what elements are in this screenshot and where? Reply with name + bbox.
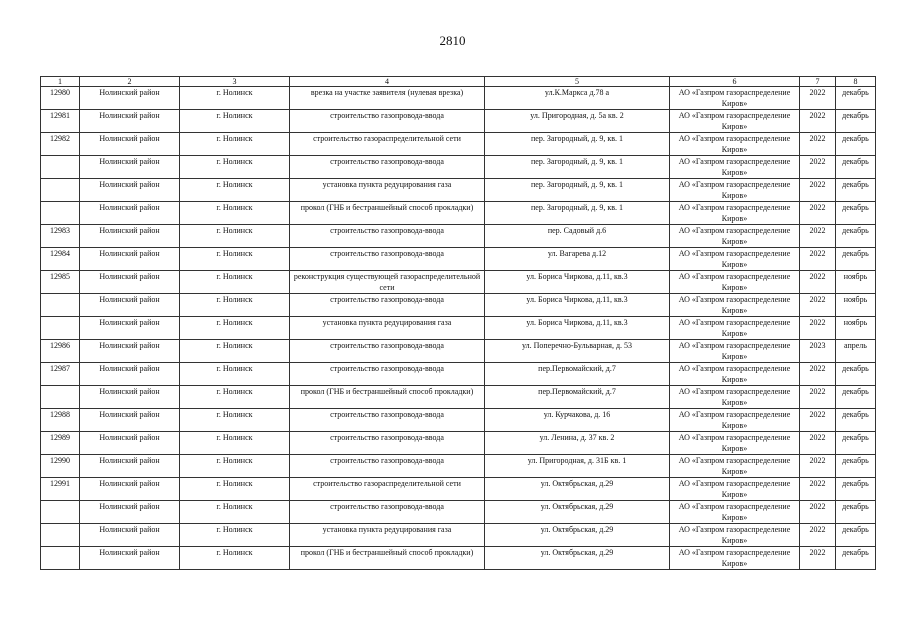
month-cell: ноябрь <box>836 317 876 340</box>
district-cell: Нолинский район <box>80 386 180 409</box>
organization-cell: АО «Газпром газораспределение Киров» <box>670 156 800 179</box>
organization-cell: АО «Газпром газораспределение Киров» <box>670 225 800 248</box>
organization-cell: АО «Газпром газораспределение Киров» <box>670 478 800 501</box>
record-number: 12981 <box>41 110 80 133</box>
town-cell: г. Нолинск <box>180 110 290 133</box>
table-row <box>41 363 876 386</box>
record-number <box>41 386 80 409</box>
work-type-cell: строительство газораспределительной сети <box>290 133 485 156</box>
organization-cell: АО «Газпром газораспределение Киров» <box>670 110 800 133</box>
year-cell: 2022 <box>800 271 836 294</box>
month-cell: апрель <box>836 340 876 363</box>
organization-cell: АО «Газпром газораспределение Киров» <box>670 271 800 294</box>
organization-cell: АО «Газпром газораспределение Киров» <box>670 547 800 570</box>
column-header-3: 3 <box>180 77 290 87</box>
record-number: 12990 <box>41 455 80 478</box>
table-row <box>41 248 876 271</box>
address-cell: ул. Вагарева д.12 <box>485 248 670 271</box>
year-cell: 2022 <box>800 501 836 524</box>
town-cell: г. Нолинск <box>180 547 290 570</box>
address-cell: пер.Первомайский, д.7 <box>485 386 670 409</box>
address-cell: ул. Пригородная, д. 5а кв. 2 <box>485 110 670 133</box>
district-cell: Нолинский район <box>80 432 180 455</box>
district-cell: Нолинский район <box>80 478 180 501</box>
record-number <box>41 547 80 570</box>
organization-cell: АО «Газпром газораспределение Киров» <box>670 179 800 202</box>
table-row <box>41 455 876 478</box>
record-number: 12982 <box>41 133 80 156</box>
work-type-cell: строительство газопровода-ввода <box>290 340 485 363</box>
work-type-cell: прокол (ГНБ и бестраншейный способ прокладки) <box>290 386 485 409</box>
table-row <box>41 179 876 202</box>
district-cell: Нолинский район <box>80 455 180 478</box>
table-body <box>41 87 876 570</box>
year-cell: 2022 <box>800 294 836 317</box>
address-cell: пер. Садовый д.6 <box>485 225 670 248</box>
record-number: 12986 <box>41 340 80 363</box>
month-cell: декабрь <box>836 202 876 225</box>
month-cell: ноябрь <box>836 294 876 317</box>
table-row <box>41 524 876 547</box>
town-cell: г. Нолинск <box>180 156 290 179</box>
work-type-cell: строительство газопровода-ввода <box>290 225 485 248</box>
table-row <box>41 409 876 432</box>
year-cell: 2022 <box>800 225 836 248</box>
work-type-cell: врезка на участке заявителя (нулевая врезка) <box>290 87 485 110</box>
work-type-cell: установка пункта редуцирования газа <box>290 179 485 202</box>
year-cell: 2023 <box>800 340 836 363</box>
month-cell: декабрь <box>836 501 876 524</box>
month-cell: декабрь <box>836 225 876 248</box>
district-cell: Нолинский район <box>80 271 180 294</box>
town-cell: г. Нолинск <box>180 524 290 547</box>
work-type-cell: строительство газопровода-ввода <box>290 432 485 455</box>
record-number <box>41 179 80 202</box>
work-type-cell: установка пункта редуцирования газа <box>290 524 485 547</box>
district-cell: Нолинский район <box>80 409 180 432</box>
year-cell: 2022 <box>800 156 836 179</box>
address-cell: ул. Бориса Чиркова, д.11, кв.3 <box>485 271 670 294</box>
table-row <box>41 156 876 179</box>
address-cell: ул.К.Маркса д.78 а <box>485 87 670 110</box>
work-type-cell: строительство газопровода-ввода <box>290 294 485 317</box>
town-cell: г. Нолинск <box>180 317 290 340</box>
record-number: 12983 <box>41 225 80 248</box>
district-cell: Нолинский район <box>80 202 180 225</box>
town-cell: г. Нолинск <box>180 87 290 110</box>
table-row <box>41 110 876 133</box>
year-cell: 2022 <box>800 363 836 386</box>
month-cell: ноябрь <box>836 271 876 294</box>
town-cell: г. Нолинск <box>180 455 290 478</box>
year-cell: 2022 <box>800 179 836 202</box>
address-cell: ул. Октябрьская, д.29 <box>485 547 670 570</box>
month-cell: декабрь <box>836 248 876 271</box>
address-cell: ул. Бориса Чиркова, д.11, кв.3 <box>485 294 670 317</box>
town-cell: г. Нолинск <box>180 202 290 225</box>
month-cell: декабрь <box>836 156 876 179</box>
town-cell: г. Нолинск <box>180 409 290 432</box>
town-cell: г. Нолинск <box>180 179 290 202</box>
table-row <box>41 547 876 570</box>
address-cell: ул. Курчакова, д. 16 <box>485 409 670 432</box>
town-cell: г. Нолинск <box>180 225 290 248</box>
organization-cell: АО «Газпром газораспределение Киров» <box>670 340 800 363</box>
record-number: 12987 <box>41 363 80 386</box>
address-cell: пер.Первомайский, д.7 <box>485 363 670 386</box>
district-cell: Нолинский район <box>80 87 180 110</box>
town-cell: г. Нолинск <box>180 478 290 501</box>
organization-cell: АО «Газпром газораспределение Киров» <box>670 202 800 225</box>
month-cell: декабрь <box>836 133 876 156</box>
page-number: 2810 <box>439 33 466 48</box>
record-number: 12991 <box>41 478 80 501</box>
record-number: 12980 <box>41 87 80 110</box>
district-cell: Нолинский район <box>80 547 180 570</box>
organization-cell: АО «Газпром газораспределение Киров» <box>670 294 800 317</box>
district-cell: Нолинский район <box>80 294 180 317</box>
work-type-cell: строительство газопровода-ввода <box>290 455 485 478</box>
month-cell: декабрь <box>836 478 876 501</box>
district-cell: Нолинский район <box>80 179 180 202</box>
work-type-cell: реконструкция существующей газораспределительной сети <box>290 271 485 294</box>
column-header-5: 5 <box>485 77 670 87</box>
column-header-1: 1 <box>41 77 80 87</box>
address-cell: ул. Поперечно-Бульварная, д. 53 <box>485 340 670 363</box>
organization-cell: АО «Газпром газораспределение Киров» <box>670 501 800 524</box>
table-row <box>41 294 876 317</box>
year-cell: 2022 <box>800 248 836 271</box>
month-cell: декабрь <box>836 87 876 110</box>
year-cell: 2022 <box>800 524 836 547</box>
record-number <box>41 202 80 225</box>
address-cell: пер. Загородный, д. 9, кв. 1 <box>485 133 670 156</box>
record-number: 12988 <box>41 409 80 432</box>
table-row <box>41 202 876 225</box>
address-cell: пер. Загородный, д. 9, кв. 1 <box>485 156 670 179</box>
record-number: 12984 <box>41 248 80 271</box>
address-cell: ул. Октябрьская, д.29 <box>485 478 670 501</box>
month-cell: декабрь <box>836 363 876 386</box>
header-row <box>41 77 876 87</box>
record-number <box>41 317 80 340</box>
district-cell: Нолинский район <box>80 110 180 133</box>
table-row <box>41 432 876 455</box>
table-row <box>41 225 876 248</box>
record-number <box>41 524 80 547</box>
year-cell: 2022 <box>800 409 836 432</box>
table-row <box>41 386 876 409</box>
town-cell: г. Нолинск <box>180 363 290 386</box>
table-row <box>41 317 876 340</box>
table-row <box>41 501 876 524</box>
town-cell: г. Нолинск <box>180 271 290 294</box>
district-cell: Нолинский район <box>80 225 180 248</box>
district-cell: Нолинский район <box>80 156 180 179</box>
work-type-cell: установка пункта редуцирования газа <box>290 317 485 340</box>
district-cell: Нолинский район <box>80 363 180 386</box>
address-cell: ул. Октябрьская, д.29 <box>485 524 670 547</box>
organization-cell: АО «Газпром газораспределение Киров» <box>670 455 800 478</box>
work-type-cell: строительство газораспределительной сети <box>290 478 485 501</box>
table-row <box>41 87 876 110</box>
record-number: 12985 <box>41 271 80 294</box>
month-cell: декабрь <box>836 179 876 202</box>
town-cell: г. Нолинск <box>180 340 290 363</box>
year-cell: 2022 <box>800 110 836 133</box>
year-cell: 2022 <box>800 478 836 501</box>
organization-cell: АО «Газпром газораспределение Киров» <box>670 386 800 409</box>
address-cell: пер. Загородный, д. 9, кв. 1 <box>485 202 670 225</box>
year-cell: 2022 <box>800 547 836 570</box>
organization-cell: АО «Газпром газораспределение Киров» <box>670 133 800 156</box>
month-cell: декабрь <box>836 386 876 409</box>
year-cell: 2022 <box>800 133 836 156</box>
column-header-8: 8 <box>836 77 876 87</box>
address-cell: ул. Октябрьская, д.29 <box>485 501 670 524</box>
address-cell: ул. Пригородная, д. 31Б кв. 1 <box>485 455 670 478</box>
column-header-7: 7 <box>800 77 836 87</box>
year-cell: 2022 <box>800 87 836 110</box>
town-cell: г. Нолинск <box>180 248 290 271</box>
year-cell: 2022 <box>800 432 836 455</box>
record-number <box>41 294 80 317</box>
address-cell: ул. Бориса Чиркова, д.11, кв.3 <box>485 317 670 340</box>
table-row <box>41 478 876 501</box>
town-cell: г. Нолинск <box>180 133 290 156</box>
work-type-cell: прокол (ГНБ и бестраншейный способ прокладки) <box>290 202 485 225</box>
table-row <box>41 340 876 363</box>
record-number: 12989 <box>41 432 80 455</box>
town-cell: г. Нолинск <box>180 386 290 409</box>
column-header-2: 2 <box>80 77 180 87</box>
district-cell: Нолинский район <box>80 501 180 524</box>
district-cell: Нолинский район <box>80 340 180 363</box>
town-cell: г. Нолинск <box>180 294 290 317</box>
organization-cell: АО «Газпром газораспределение Киров» <box>670 363 800 386</box>
work-type-cell: строительство газопровода-ввода <box>290 110 485 133</box>
work-type-cell: строительство газопровода-ввода <box>290 409 485 432</box>
district-cell: Нолинский район <box>80 133 180 156</box>
organization-cell: АО «Газпром газораспределение Киров» <box>670 317 800 340</box>
record-number <box>41 501 80 524</box>
organization-cell: АО «Газпром газораспределение Киров» <box>670 87 800 110</box>
year-cell: 2022 <box>800 455 836 478</box>
record-number <box>41 156 80 179</box>
organization-cell: АО «Газпром газораспределение Киров» <box>670 248 800 271</box>
month-cell: декабрь <box>836 110 876 133</box>
organization-cell: АО «Газпром газораспределение Киров» <box>670 524 800 547</box>
district-cell: Нолинский район <box>80 248 180 271</box>
address-cell: ул. Ленина, д. 37 кв. 2 <box>485 432 670 455</box>
organization-cell: АО «Газпром газораспределение Киров» <box>670 432 800 455</box>
district-cell: Нолинский район <box>80 524 180 547</box>
district-cell: Нолинский район <box>80 317 180 340</box>
column-header-4: 4 <box>290 77 485 87</box>
registry-table <box>40 76 876 570</box>
work-type-cell: прокол (ГНБ и бестраншейный способ прокладки) <box>290 547 485 570</box>
town-cell: г. Нолинск <box>180 501 290 524</box>
work-type-cell: строительство газопровода-ввода <box>290 248 485 271</box>
work-type-cell: строительство газопровода-ввода <box>290 501 485 524</box>
table-row <box>41 133 876 156</box>
month-cell: декабрь <box>836 547 876 570</box>
work-type-cell: строительство газопровода-ввода <box>290 156 485 179</box>
address-cell: пер. Загородный, д. 9, кв. 1 <box>485 179 670 202</box>
year-cell: 2022 <box>800 202 836 225</box>
column-header-6: 6 <box>670 77 800 87</box>
month-cell: декабрь <box>836 524 876 547</box>
month-cell: декабрь <box>836 432 876 455</box>
year-cell: 2022 <box>800 386 836 409</box>
year-cell: 2022 <box>800 317 836 340</box>
work-type-cell: строительство газопровода-ввода <box>290 363 485 386</box>
table-row <box>41 271 876 294</box>
organization-cell: АО «Газпром газораспределение Киров» <box>670 409 800 432</box>
town-cell: г. Нолинск <box>180 432 290 455</box>
month-cell: декабрь <box>836 455 876 478</box>
month-cell: декабрь <box>836 409 876 432</box>
